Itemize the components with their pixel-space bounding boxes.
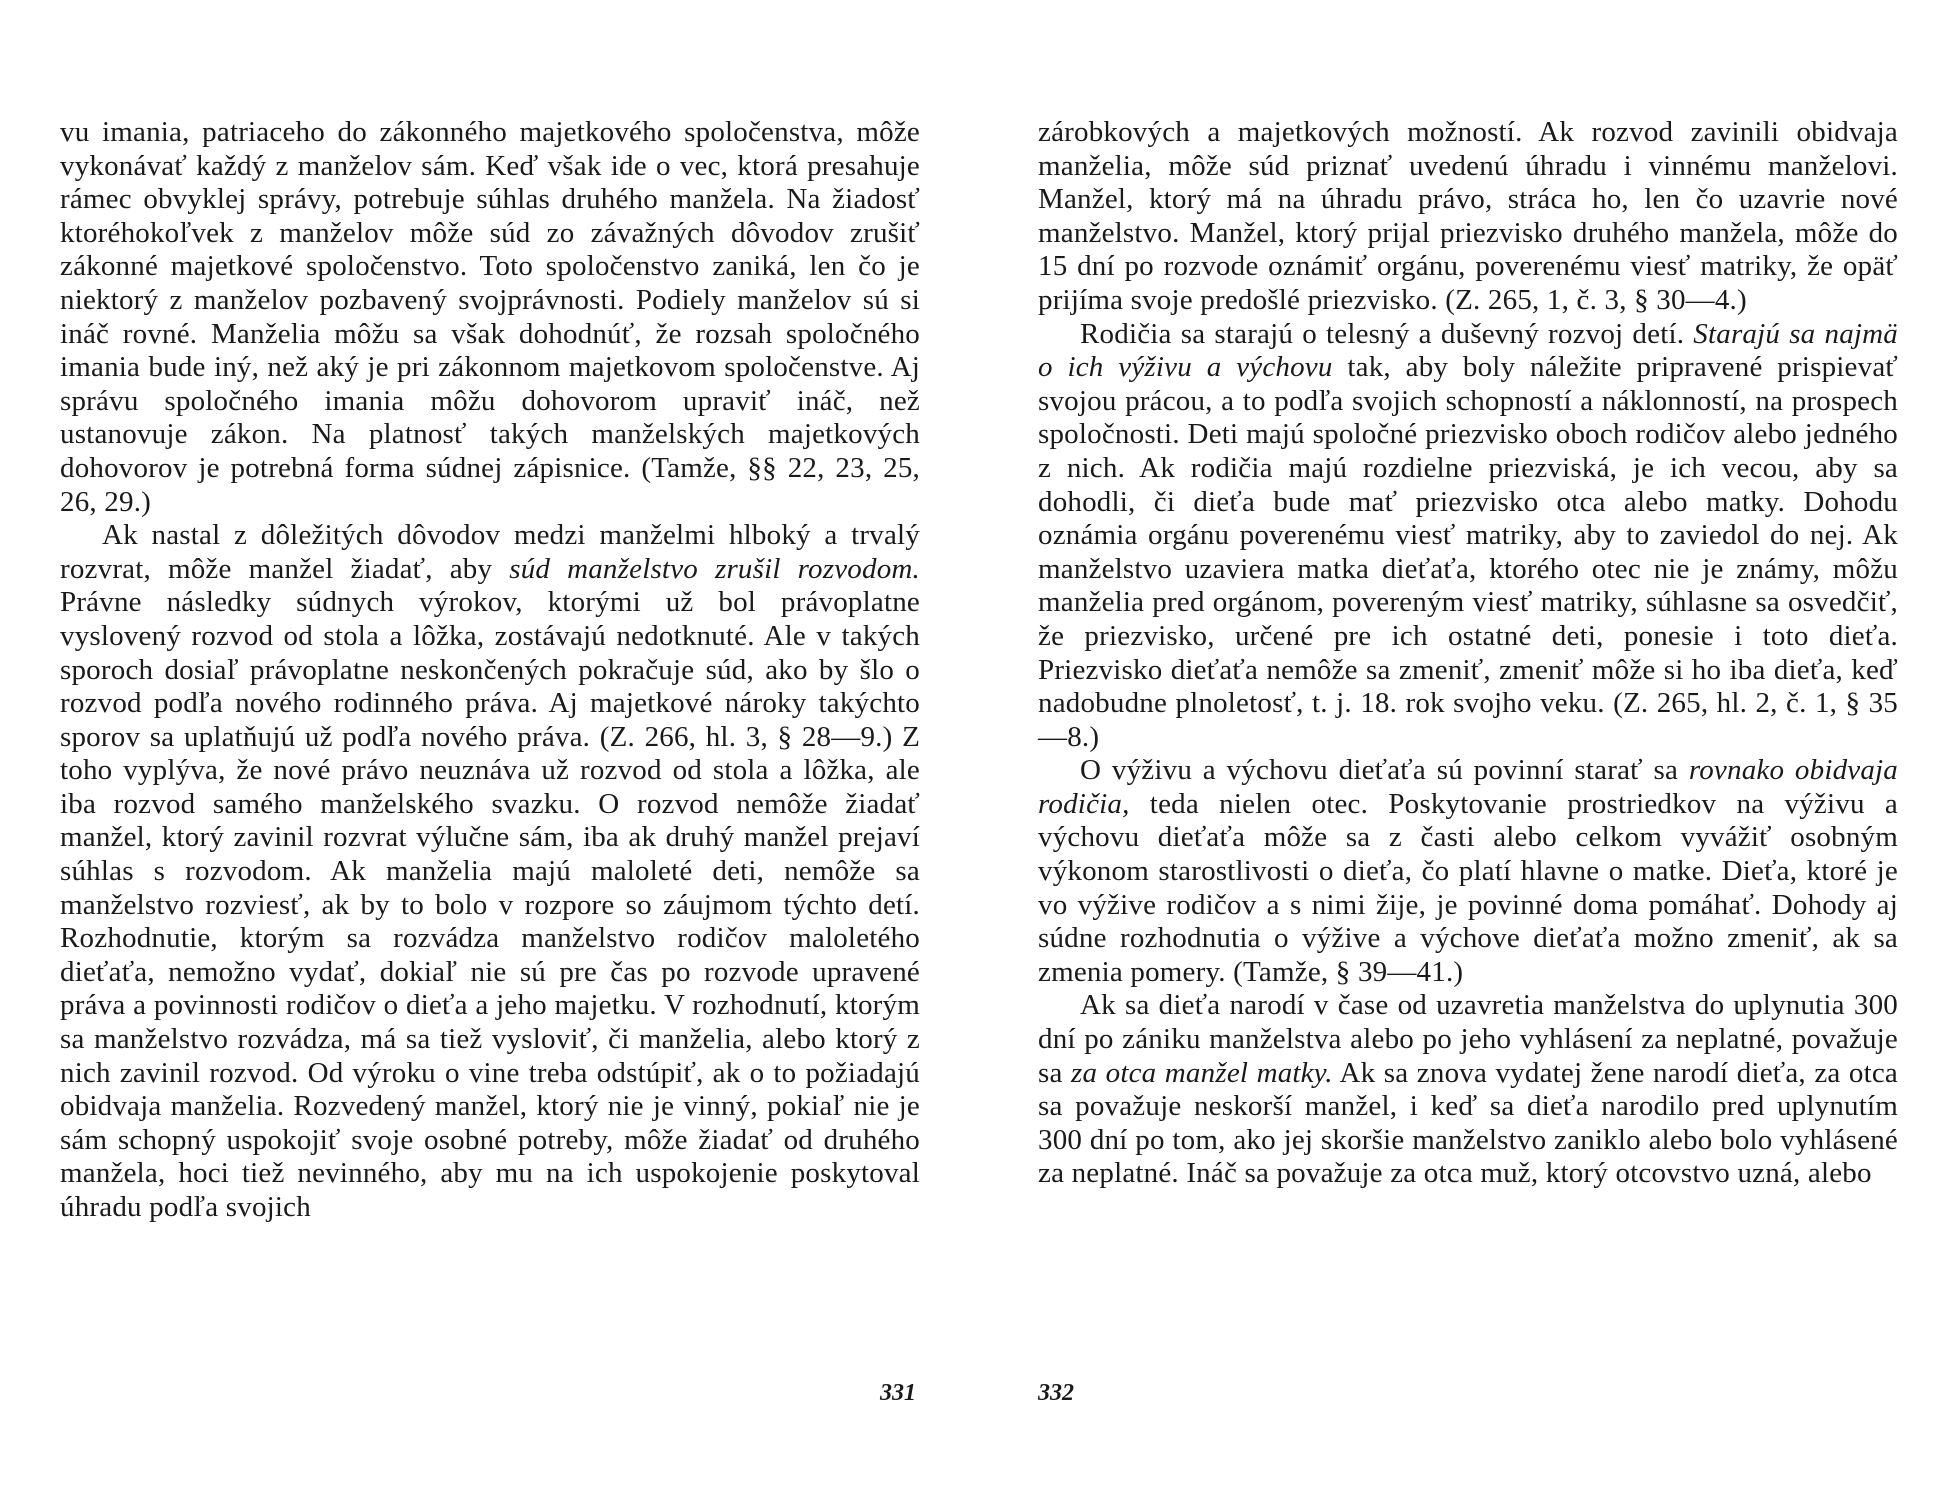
paragraph: Ak sa dieťa narodí v čase od uzavretia manželstva do uplynutia 300 dní po zániku manželstva alebo po jeho vyhlásení za neplatné, považuje sa za otca manžel matky. Ak sa znova vydatej žene narodí dieťa, za otca sa považuje neskorší manžel, i keď sa dieťa narodilo pred uplynutím 300 dní po tom, ako jej skoršie manželstvo zaniklo alebo bolo vyhlásené za neplatné. Ináč sa považuje za otca muž, ktorý otcovstvo uzná, alebo: [1038, 989, 1899, 1190]
page-number: 331: [880, 1380, 916, 1406]
paragraph: Ak nastal z dôležitých dôvodov medzi manželmi hlboký a trvalý rozvrat, môže manžel žiadať, aby súd manželstvo zrušil rozvodom. Právne následky súdnych výrokov, ktorými už bol právoplatne vyslovený rozvod od stola a lôžka, zostávajú nedotknuté. Ale v takých sporoch dosiaľ právoplatne neskončených pokračuje súd, ako by šlo o rozvod podľa nového rodinného práva. Aj majetkové nároky takýchto sporov sa uplatňujú už podľa nového práva. (Z. 266, hl. 3, § 28—9.) Z toho vyplýva, že nové právo neuznáva už rozvod od stola a lôžka, ale iba rozvod samého manželského svazku. O rozvod nemôže žiadať manžel, ktorý zavinil rozvrat výlučne sám, iba ak druhý manžel prejaví súhlas s rozvodom. Ak manželia majú maloleté deti, nemôže sa manželstvo rozviesť, ak by to bolo v rozpore so záujmom týchto detí. Rozhodnutie, ktorým sa rozvádza manželstvo rodičov maloletého dieťaťa, nemožno vydať, dokiaľ nie sú pre čas po rozvode upravené práva a povinnosti rodičov o dieťa a jeho majetku. V rozhodnutí, ktorým sa manželstvo rozvádza, má sa tiež vysloviť, či manželia, alebo ktorý z nich zavinil rozvod. Od výroku o vine treba odstúpiť, ak o to požiadajú obidvaja manželia. Rozvedený manžel, ktorý nie je vinný, pokiaľ nie je sám schopný uspokojiť svoje osobné potreby, môže žiadať od druhého manžela, hoci tiež nevinného, aby mu na ich uspokojenie poskytoval úhradu podľa svojich: [60, 519, 920, 1223]
paragraph: zárobkových a majetkových možností. Ak rozvod zavinili obidvaja manželia, môže súd priznať uvedenú úhradu i vinnému manželovi. Manžel, ktorý má na úhradu právo, stráca ho, len čo uzavrie nové manželstvo. Manžel, ktorý prijal priezvisko druhého manžela, môže do 15 dní po rozvode oznámiť orgánu, poverenému viesť matriky, že opäť prijíma svoje predošlé priezvisko. (Z. 265, 1, č. 3, § 30—4.): [1038, 116, 1898, 316]
right-page-text: [1038, 116, 1898, 1191]
italic-emphasis: za otca manžel matky.: [1071, 1056, 1333, 1089]
right-page: [971, 0, 1942, 1500]
paragraph: Rodičia sa starajú o telesný a duševný rozvoj detí. Starajú sa najmä o ich výživu a výchovu tak, aby boly náležite pripravené prispievať svojou prácou, a to podľa svojich schopností a náklonností, na prospech spoločnosti. Deti majú spoločné priezvisko oboch rodičov alebo jedného z nich. Ak rodičia majú rozdielne priezviská, je ich vecou, aby sa dohodli, či dieťa bude mať priezvisko otca alebo matky. Dohodu oznámia orgánu poverenému viesť matriky, aby to zaviedol do nej. Ak manželstvo uzaviera matka dieťaťa, ktorého otec nie je známy, môžu manželia pred orgánom, povereným viesť matriky, súhlasne sa osvedčiť, že priezvisko, určené pre ich ostatné deti, ponesie i toto dieťa. Priezvisko dieťaťa nemôže sa zmeniť, zmeniť môže si ho iba dieťa, keď nadobudne plnoletosť, t. j. 18. rok svojho veku. (Z. 265, hl. 2, č. 1, § 35—8.): [1038, 317, 1898, 753]
italic-emphasis: Starajú sa najmä o ich výživu a výchovu: [1038, 317, 1898, 384]
left-page-text: [60, 116, 920, 1225]
italic-emphasis: súd manželstvo zrušil rozvodom.: [509, 552, 920, 585]
italic-emphasis: rovnako obidvaja rodičia,: [1038, 754, 1899, 820]
paragraph: O výživu a výchovu dieťaťa sú povinní starať sa rovnako obidvaja rodičia, teda nielen otec. Poskytovanie prostriedkov na výživu a výchovu dieťaťa môže sa z časti alebo celkom vyvážiť osobným výkonom starostlivosti o dieťa, čo platí hlavne o matke. Dieťa, ktoré je vo výžive rodičov a s nimi žije, je povinné doma pomáhať. Dohody aj súdne rozhodnutia o výžive a výchove dieťaťa možno zmeniť, ak sa zmenia pomery. (Tamže, § 39—41.): [1038, 754, 1899, 988]
paragraph: vu imania, patriaceho do zákonného majetkového spoločenstva, môže vykonávať každý z manželov sám. Keď však ide o vec, ktorá presahuje rámec obvyklej správy, potrebuje súhlas druhého manžela. Na žiadosť ktoréhokoľvek z manželov môže súd zo závažných dôvodov zrušiť zákonné majetkové spoločenstvo. Toto spoločenstvo zaniká, len čo je niektorý z manželov pozbavený svojprávnosti. Podiely manželov sú si ináč rovné. Manželia môžu sa však dohodnúť, že rozsah spoločného imania bude iný, než aký je pri zákonnom majetkovom spoločenstve. Aj správu spoločného imania môžu dohovorom upraviť ináč, než ustanovuje zákon. Na platnosť takých manželských majetkových dohovorov je potrebná forma súdnej zápisnice. (Tamže, §§ 22, 23, 25, 26, 29.): [60, 116, 920, 518]
page-number: 332: [1038, 1380, 1074, 1406]
